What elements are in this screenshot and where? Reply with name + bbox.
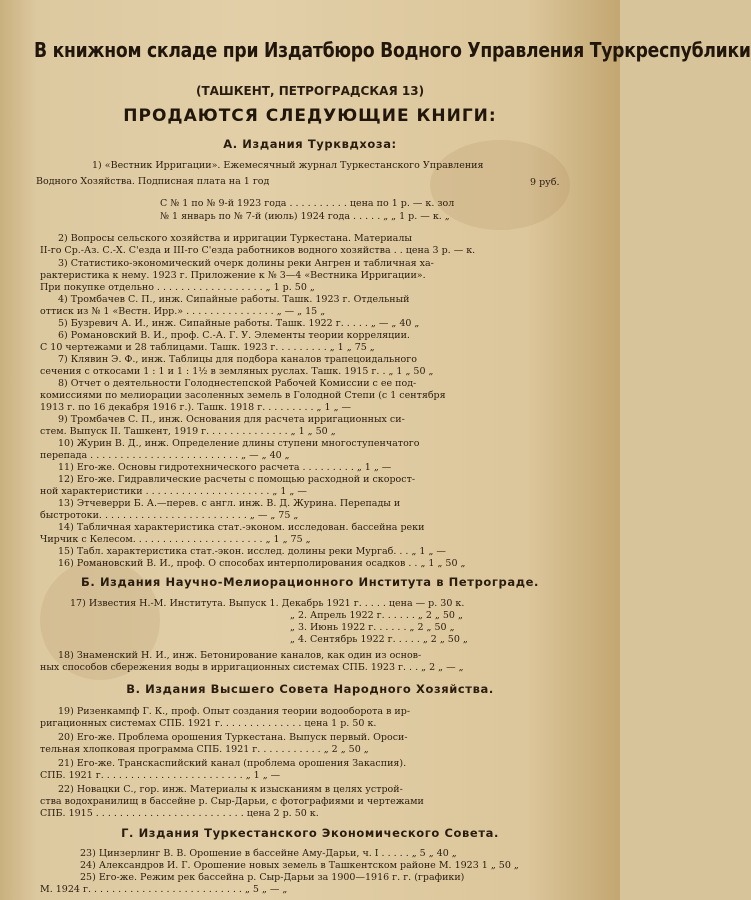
section-heading-b: Б. Издания Научно-Мелиорационного Института в Петрограде. bbox=[81, 575, 539, 589]
list-item: „ 2. Апрель 1922 г. . . . . . „ 2 „ 50 „ bbox=[290, 610, 463, 621]
list-item: 22) Новацки С., гор. инж. Материалы к изысканиям в целях устрой- bbox=[58, 784, 403, 795]
list-item: ной характеристики . . . . . . . . . . . . . . . . . . . . . „ 1 „ — bbox=[40, 486, 307, 497]
list-item: 14) Табличная характеристика стат.-эконом. исследован. бассейна реки bbox=[58, 522, 425, 533]
address-line: (ТАШКЕНТ, ПЕТРОГРАДСКАЯ 13) bbox=[195, 84, 425, 98]
list-item: ных способов сбережения воды в ирригационных системах СПБ. 1923 г. . . „ 2 „ — „ bbox=[40, 662, 464, 673]
list-item: 8) Отчет о деятельности Голоднестепской Рабочей Комиссии с ее под- bbox=[58, 378, 417, 389]
list-item: СПБ. 1915 . . . . . . . . . . . . . . . . . . . . . . . . . цена 2 р. 50 к. bbox=[40, 808, 319, 819]
list-item: 9) Тромбачев С. П., инж. Основания для расчета ирригационных си- bbox=[58, 414, 405, 425]
list-item: 12) Его-же. Гидравлические расчеты с помощью расходной и скорост- bbox=[58, 474, 416, 485]
list-item: 25) Его-же. Режим рек бассейна р. Сыр-Дарьи за 1900—1916 г. г. (графики) bbox=[80, 872, 465, 883]
list-item: тельная хлопковая программа СПБ. 1921 г. . . . . . . . . . . „ 2 „ 50 „ bbox=[40, 744, 369, 755]
list-item: 18) Знаменский Н. И., инж. Бетонирование каналов, как один из основ- bbox=[58, 650, 422, 661]
list-item: ства водохранилищ в бассейне р. Сыр-Дарьи, с фотографиями и чертежами bbox=[40, 796, 424, 807]
list-item: 1913 г. по 16 декабря 1916 г.). Ташк. 1918 г. . . . . . . . . „ 1 „ — bbox=[40, 402, 352, 413]
list-item: 4) Тромбачев С. П., инж. Сипайные работы. Ташк. 1923 г. Отдельный bbox=[58, 294, 410, 305]
list-item: оттиск из № 1 «Вестн. Ирр.» . . . . . . . . . . . . . . . „ — „ 15 „ bbox=[40, 306, 326, 317]
list-item: комиссиями по мелиорации засоленных земель в Голодной Степи (с 1 сентября bbox=[40, 390, 446, 401]
section-heading-g: Г. Издания Туркестанского Экономического Совета. bbox=[121, 826, 499, 840]
list-item: 5) Бузревич А. И., инж. Сипайные работы. Ташк. 1922 г. . . . . „ — „ 40 „ bbox=[58, 318, 420, 329]
list-item: 11) Его-же. Основы гидротехнического расчета . . . . . . . . . „ 1 „ — bbox=[58, 462, 392, 473]
list-item: сечения с откосами 1 : 1 и 1 : 1½ в земляных руслах. Ташк. 1915 г. . „ 1 „ 50 „ bbox=[40, 366, 434, 377]
list-item: Водного Хозяйства. Подписная плата на 1 год bbox=[36, 176, 270, 187]
list-item: 1) «Вестник Ирригации». Ежемесячный журнал Туркестанского Управления bbox=[92, 160, 484, 171]
list-item: 19) Ризенкампф Г. К., проф. Опыт создания теории водооборота в ир- bbox=[58, 706, 411, 717]
list-item: 23) Цинзерлинг В. В. Орошение в бассейне Аму-Дарьи, ч. I . . . . . „ 5 „ 40 „ bbox=[80, 848, 457, 859]
page-subtitle: ПРОДАЮТСЯ СЛЕДУЮЩИЕ КНИГИ: bbox=[123, 106, 497, 126]
list-item: 16) Романовский В. И., проф. О способах интерполирования осадков . . „ 1 „ 50 „ bbox=[58, 558, 466, 569]
list-item: II-го Ср.-Аз. С.-Х. С'езда и III-го С'езда работников водного хозяйства . . цена 3 р. — к. bbox=[40, 245, 476, 256]
list-item: С 10 чертежами и 28 таблицами. Ташк. 1923 г. . . . . . . . . „ 1 „ 75 „ bbox=[40, 342, 375, 353]
list-item: быстротоки. . . . . . . . . . . . . . . . . . . . . . . . . „ — „ 75 „ bbox=[40, 510, 299, 521]
list-item: стем. Выпуск II. Ташкент, 1919 г. . . . . . . . . . . . . . „ 1 „ 50 „ bbox=[40, 426, 336, 437]
list-item: 20) Его-же. Проблема орошения Туркестана. Выпуск первый. Ороси- bbox=[58, 732, 408, 743]
price: 9 руб. bbox=[530, 177, 560, 188]
list-item: 7) Клявин Э. Ф., инж. Таблицы для подбора каналов трапецоидального bbox=[58, 354, 417, 365]
list-item: 13) Этчеверри Б. А.—перев. с англ. инж. В. Д. Журина. Перепады и bbox=[58, 498, 401, 509]
page-title: В книжном складе при Издатбюро Водного Управления Туркреспублики bbox=[34, 38, 751, 62]
list-item: перепада . . . . . . . . . . . . . . . . . . . . . . . . . „ — „ 40 „ bbox=[40, 450, 290, 461]
section-heading-v: В. Издания Высшего Совета Народного Хозяйства. bbox=[126, 682, 494, 696]
list-item: При покупке отдельно . . . . . . . . . . . . . . . . . . „ 1 р. 50 „ bbox=[40, 282, 315, 293]
list-item: 15) Табл. характеристика стат.-экон. исслед. долины реки Мургаб. . . „ 1 „ — bbox=[58, 546, 446, 557]
list-item: № 1 январь по № 7-й (июль) 1924 года . . . . . „ „ 1 р. — к. „ bbox=[160, 211, 450, 222]
list-item: 6) Романовский В. И., проф. С.-А. Г. У. Элементы теории корреляции. bbox=[58, 330, 410, 341]
list-item: „ 3. Июнь 1922 г. . . . . . „ 2 „ 50 „ bbox=[290, 622, 455, 633]
list-item: 21) Его-же. Транскаспийский канал (проблема орошения Закаспия). bbox=[58, 758, 407, 769]
list-item: 24) Александров И. Г. Орошение новых земель в Ташкентском районе М. 1923 1 „ 50 „ bbox=[80, 860, 519, 871]
list-item: 3) Статистико-экономический очерк долины реки Ангрен и табличная ха- bbox=[58, 258, 434, 269]
list-item: Чирчик с Келесом. . . . . . . . . . . . . . . . . . . . . . „ 1 „ 75 „ bbox=[40, 534, 311, 545]
section-heading-a: А. Издания Турквдхоза: bbox=[223, 137, 397, 151]
list-item: С № 1 по № 9-й 1923 года . . . . . . . . . . цена по 1 р. — к. зол bbox=[160, 198, 455, 209]
list-item: ригационных системах СПБ. 1921 г. . . . . . . . . . . . . . цена 1 р. 50 к. bbox=[40, 718, 377, 729]
list-item: 10) Журин В. Д., инж. Определение длины ступени многоступенчатого bbox=[58, 438, 420, 449]
list-item: СПБ. 1921 г. . . . . . . . . . . . . . . . . . . . . . . . „ 1 „ — bbox=[40, 770, 281, 781]
list-item: рактеристика к нему. 1923 г. Приложение к № 3—4 «Вестника Ирригации». bbox=[40, 270, 426, 281]
list-item: М. 1924 г. . . . . . . . . . . . . . . . . . . . . . . . . . „ 5 „ — „ bbox=[40, 884, 288, 895]
list-item: 17) Известия Н.-М. Института. Выпуск 1. Декабрь 1921 г. . . . . цена — р. 30 к. bbox=[70, 598, 465, 609]
list-item: „ 4. Сентябрь 1922 г. . . . . „ 2 „ 50 „ bbox=[290, 634, 468, 645]
list-item: 2) Вопросы сельского хозяйства и ирригации Туркестана. Материалы bbox=[58, 233, 412, 244]
